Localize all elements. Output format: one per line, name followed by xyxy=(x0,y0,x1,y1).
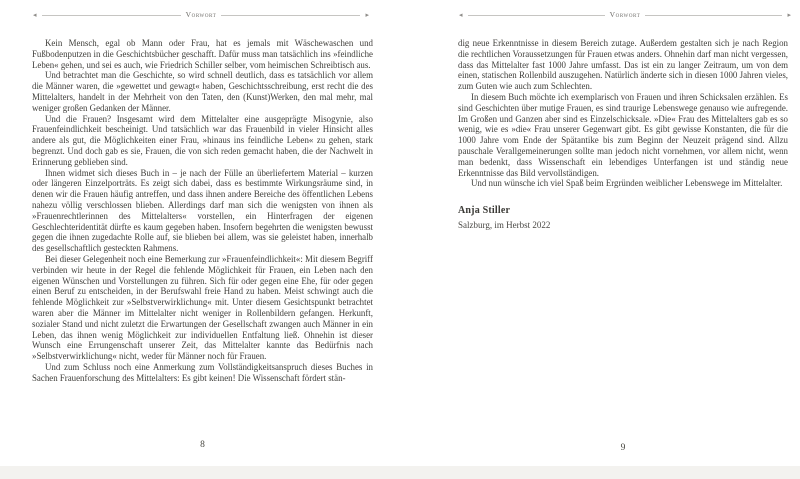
arrow-left-icon: ◂ xyxy=(459,10,463,19)
running-header-right xyxy=(459,10,791,20)
paragraph: In diesem Buch möchte ich exemplarisch von Frauen und ihren Schicksalen erzählen. Es sind Geschichten über mutige Frauen, es sind traurige Lebenswege genauso wie aufregende. Im Großen und Ganzen aber sind es Einzelschicksale. »Die« Frau des Mittelalters gab es so wenig, wie es »die« Frau unserer Gegenwart gibt. Es gibt gewisse Konstanten, die für die 1000 Jahre vom Ende der Spätantike bis zum Beginn der Neuzeit prägend sind. Allzu pauschale Verallgemeinerungen sollte man jedoch nicht vornehmen, vor allem nicht, wenn man bedenkt, dass Wissenschaft ein lebendiges Unterfangen ist und ständig neue Erkenntnisse das Bild vervollständigen. xyxy=(458,91,788,178)
header-rule xyxy=(221,15,360,16)
running-header-left xyxy=(33,10,369,20)
signature-place-date: Salzburg, im Herbst 2022 xyxy=(458,219,551,230)
paragraph: Und nun wünsche ich viel Spaß beim Ergründen weiblicher Lebenswege im Mittelalter. xyxy=(471,178,783,189)
arrow-right-icon: ▸ xyxy=(365,10,369,19)
right-page-paragraphs xyxy=(458,38,788,189)
left-page-body xyxy=(32,38,373,384)
paragraph: Und die Frauen? Insgesamt wird dem Mittelalter eine ausgeprägte Misogynie, also Frauenfeindlichkeit bescheinigt. Und tatsächlich war das Frauenbild in vieler Hinsicht alles andere als gut, die Möglichkeiten einer Frau, »hinaus ins feindliche Leben« zu gehen, stark begrenzt. Und doch gab es sie, Frauen, die von sich reden gemacht haben, die der Nachwelt in Erinnerung geblieben sind. xyxy=(32,113,373,167)
scan-bottom-edge xyxy=(0,466,800,479)
author-signature xyxy=(458,206,788,231)
author-name: Anja Stiller xyxy=(458,205,511,217)
paragraph: Ihnen widmet sich dieses Buch in – je nach der Fülle an überliefertem Material – kurzen oder längeren Einzelporträts. Es zeigt sich dabei, dass es bestimmte Wirkungsräume sind, in denen wir die Frauen häufig antreffen, und dass ihnen andere Bereiche des öffentlichen Lebens nahezu völlig verschlossen blieben. Allerdings darf man sich die wenigsten von ihnen als »Frauenrechtlerinnen des Mittelalters« vorstellen, ein Hinterfragen der eigenen Geschlechteridentität dürfte es kaum gegeben haben. Insofern begehrten die wenigsten bewusst gegen die ihnen zugedachte Rolle auf, sie blieben bei allem, was sie geleistet haben, innerhalb des gesellschaftlich gesteckten Rahmens. xyxy=(32,167,373,254)
running-header-label: Vorwort xyxy=(609,10,641,19)
right-page-body xyxy=(458,38,788,231)
page-number-left: 8 xyxy=(200,440,205,450)
header-rule xyxy=(468,15,605,16)
arrow-left-icon: ◂ xyxy=(33,10,37,19)
header-rule xyxy=(645,15,782,16)
running-header-label: Vorwort xyxy=(185,10,217,19)
paragraph: dig neue Erkenntnisse in diesem Bereich zutage. Außerdem gestalten sich je nach Region die rechtlichen Voraussetzungen für Frauen etwas anders. Ohnehin darf man nicht vergessen, dass das Mittelalter fast 1000 Jahre umfasst. Das ist ein zu langer Zeitraum, um von dem einen, statischen Rollenbild auszugehen. Natürlich änderte sich in diesen 1000 Jahren vieles, zum Guten wie auch zum Schlechten. xyxy=(458,38,788,92)
paragraph: Kein Mensch, egal ob Mann oder Frau, hat es jemals mit Wäschewaschen und Fußbodenputzen in die Geschichtsbücher geschafft. Dafür muss man tatsächlich ins »feindliche Leben« gehen, und sei es auch, wie Friedrich Schiller selber, vom heimischen Schreibtisch aus. xyxy=(32,38,373,70)
paragraph: Bei dieser Gelegenheit noch eine Bemerkung zur »Frauenfeindlichkeit«: Mit diesem Begriff verbinden wir heute in der Regel die fehlende Möglichkeit für Frauen, ein Leben nach den eigenen Wünschen und Vorstellungen zu führen. Sich für oder gegen eine Ehe, für oder gegen einen Beruf zu entscheiden, in der Berufswahl freie Hand zu haben. Meist schwingt auch die fehlende Möglichkeit zur »Selbstverwirklichung« mit. Unter diesem Gesichtspunkt betrachtet waren aber die Männer im Mittelalter nicht weniger in Rollenbildern gefangen. Herkunft, sozialer Stand und nicht zuletzt die Erwartungen der Gesellschaft zwangen auch Männer in ein Leben, das ihnen wenig Möglichkeit zur individuellen Entfaltung ließ. Ohnehin ist dieser Wunsch eine Errungenschaft unserer Zeit, das Mittelalter kannte das Bedürfnis nach »Selbstverwirklichung« nicht, weder für Männer noch für Frauen. xyxy=(32,253,373,362)
header-rule xyxy=(42,15,181,16)
paragraph: Und betrachtet man die Geschichte, so wird schnell deutlich, dass es tatsächlich vor allem die Männer waren, die »gewettet und gewagt« haben, Geschichtsschreibung, erst recht die des Mittelalters, handelt in der Mehrheit von den Taten, den (Kunst)Werken, den mal mehr, mal weniger großen Gedanken der Männer. xyxy=(32,70,373,113)
page-number-right: 9 xyxy=(620,443,626,453)
arrow-right-icon: ▸ xyxy=(787,10,791,19)
paragraph: Und zum Schluss noch eine Anmerkung zum Vollständigkeitsanspruch dieses Buches in Sachen Frauenforschung des Mittelalters: Es gibt keinen! Die Wissenschaft fördert stän- xyxy=(32,361,373,383)
